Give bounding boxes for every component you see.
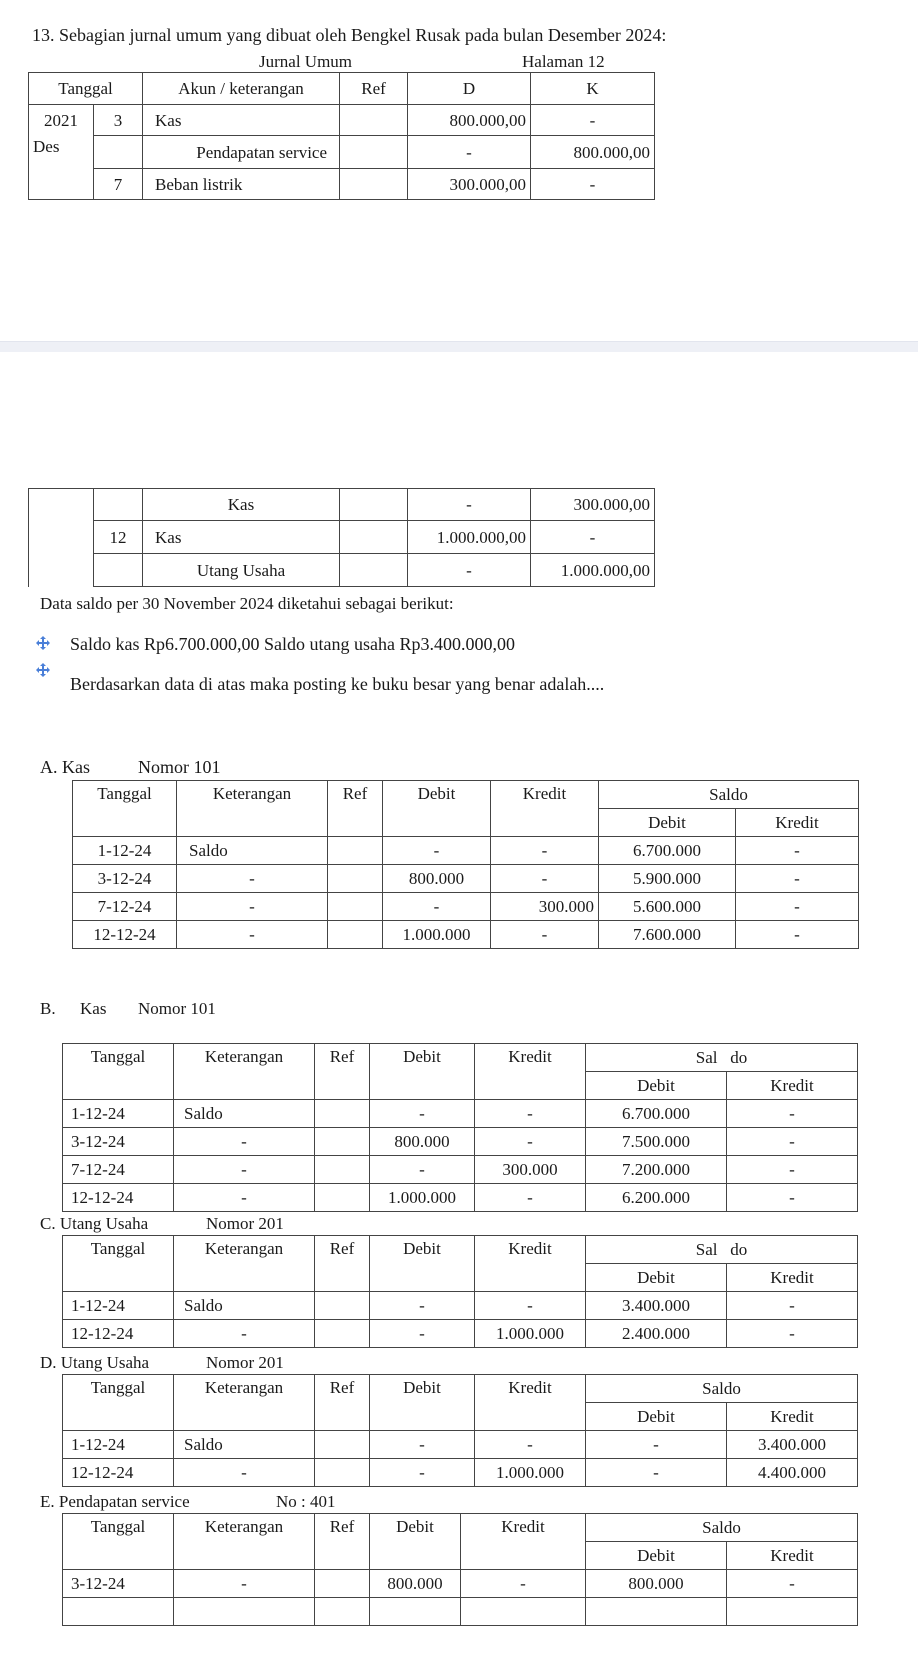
- table-row: [63, 1156, 858, 1184]
- col-ref: Ref: [315, 1044, 370, 1100]
- cell: -: [586, 1431, 727, 1459]
- cell: -: [174, 1459, 315, 1487]
- cell: -: [370, 1100, 475, 1128]
- col-tanggal: Tanggal: [63, 1514, 174, 1570]
- question-text: 13. Sebagian jurnal umum yang dibuat oleh Bengkel Rusak pada bulan Desember 2024:: [32, 25, 667, 45]
- cell: -: [727, 1184, 858, 1212]
- cell: -: [177, 865, 328, 893]
- cell: 12-12-24: [73, 921, 177, 949]
- cell: 1.000.000: [475, 1320, 586, 1348]
- cell: -: [174, 1128, 315, 1156]
- option-b-letter: B.: [40, 999, 56, 1018]
- journal-ref: [340, 554, 408, 587]
- col-debit: Debit: [383, 781, 491, 837]
- cell: 300.000: [475, 1156, 586, 1184]
- col-saldo-debit: Debit: [586, 1264, 727, 1292]
- journal-credit: 300.000,00: [531, 489, 655, 521]
- cell: 1.000.000: [370, 1184, 475, 1212]
- cell: 7-12-24: [73, 893, 177, 921]
- cell: 12-12-24: [63, 1320, 174, 1348]
- option-d-title: D. Utang Usaha: [40, 1353, 150, 1372]
- journal-account: Pendapatan service: [143, 136, 340, 169]
- cell: 1-12-24: [63, 1292, 174, 1320]
- cell: -: [370, 1431, 475, 1459]
- cell: 5.600.000: [599, 893, 736, 921]
- cell: -: [461, 1570, 586, 1598]
- col-kredit: Kredit: [475, 1044, 586, 1100]
- cell: -: [174, 1570, 315, 1598]
- journal-credit: -: [531, 169, 655, 200]
- journal-day: 7: [94, 169, 143, 200]
- option-d-number: Nomor 201: [206, 1353, 284, 1372]
- journal-year: 2021: [29, 105, 94, 136]
- col-keterangan: Keterangan: [174, 1514, 315, 1570]
- journal-day: 3: [94, 105, 143, 136]
- cell: [63, 1598, 174, 1626]
- col-saldo-debit: Debit: [586, 1072, 727, 1100]
- cell: 1.000.000: [383, 921, 491, 949]
- col-tanggal: Tanggal: [73, 781, 177, 837]
- table-row: [63, 1184, 858, 1212]
- cell: -: [727, 1100, 858, 1128]
- cell: -: [383, 837, 491, 865]
- cell: [315, 1320, 370, 1348]
- cell: [328, 865, 383, 893]
- cell: Saldo: [174, 1292, 315, 1320]
- col-debit: Debit: [370, 1236, 475, 1292]
- cell: -: [727, 1570, 858, 1598]
- cell: Saldo: [174, 1431, 315, 1459]
- table-row: [63, 1128, 858, 1156]
- ledger-table-e: [62, 1513, 858, 1626]
- option-b-title: Kas: [80, 999, 107, 1018]
- cell: -: [736, 921, 859, 949]
- cell: -: [370, 1156, 475, 1184]
- cell: [315, 1598, 370, 1626]
- cell: -: [370, 1320, 475, 1348]
- header-ref: Ref: [340, 73, 408, 105]
- cell: -: [174, 1320, 315, 1348]
- cell: [315, 1570, 370, 1598]
- col-saldo-kredit: Kredit: [727, 1072, 858, 1100]
- cell: -: [475, 1100, 586, 1128]
- cell: 800.000: [370, 1128, 475, 1156]
- table-row: [63, 1320, 858, 1348]
- cell: 6.700.000: [586, 1100, 727, 1128]
- col-saldo-debit: Debit: [586, 1542, 727, 1570]
- journal-account: Beban listrik: [143, 169, 340, 200]
- cell: 12-12-24: [63, 1184, 174, 1212]
- col-saldo-kredit: Kredit: [727, 1542, 858, 1570]
- cell: -: [370, 1459, 475, 1487]
- cell: -: [174, 1156, 315, 1184]
- option-c-number: Nomor 201: [206, 1214, 284, 1233]
- option-e-number: No : 401: [276, 1492, 336, 1511]
- col-saldo-kredit: Kredit: [727, 1264, 858, 1292]
- journal-debit: -: [408, 136, 531, 169]
- cell: -: [491, 921, 599, 949]
- cell: 7.200.000: [586, 1156, 727, 1184]
- col-tanggal: Tanggal: [63, 1375, 174, 1431]
- col-debit: Debit: [370, 1514, 461, 1570]
- col-saldo-debit: Debit: [586, 1403, 727, 1431]
- saldo-intro: Data saldo per 30 November 2024 diketahui sebagai berikut:: [40, 594, 454, 613]
- cell: [174, 1598, 315, 1626]
- col-saldo-debit: Debit: [599, 809, 736, 837]
- cell: [315, 1128, 370, 1156]
- journal-credit: -: [531, 105, 655, 136]
- cell: 3-12-24: [63, 1570, 174, 1598]
- journal-ref: [340, 169, 408, 200]
- col-debit: Debit: [370, 1044, 475, 1100]
- option-a-title: A. Kas: [40, 757, 90, 777]
- cell: [586, 1598, 727, 1626]
- journal-day: 12: [94, 521, 143, 554]
- cell: 6.200.000: [586, 1184, 727, 1212]
- option-b-number: Nomor 101: [138, 999, 216, 1018]
- col-kredit: Kredit: [461, 1514, 586, 1570]
- journal-ref: [340, 521, 408, 554]
- journal-debit: -: [408, 554, 531, 587]
- journal-table-2: [28, 488, 655, 587]
- cell: -: [475, 1128, 586, 1156]
- cell: -: [727, 1156, 858, 1184]
- table-row: [63, 1598, 858, 1626]
- header-d: D: [408, 73, 531, 105]
- cell: [315, 1459, 370, 1487]
- col-kredit: Kredit: [475, 1375, 586, 1431]
- journal-account: Utang Usaha: [143, 554, 340, 587]
- cell: -: [370, 1292, 475, 1320]
- journal-account: Kas: [143, 105, 340, 136]
- move-handle-icon: [36, 663, 50, 677]
- col-keterangan: Keterangan: [174, 1375, 315, 1431]
- col-ref: Ref: [315, 1375, 370, 1431]
- cell: 5.900.000: [599, 865, 736, 893]
- journal-day: [94, 554, 143, 587]
- table-row: [73, 865, 859, 893]
- option-a-number: Nomor 101: [138, 757, 221, 777]
- journal-debit: 300.000,00: [408, 169, 531, 200]
- col-saldo: Saldo: [599, 781, 859, 809]
- col-ref: Ref: [315, 1236, 370, 1292]
- cell: 300.000: [491, 893, 599, 921]
- cell: 7.500.000: [586, 1128, 727, 1156]
- cell: [328, 893, 383, 921]
- cell: [370, 1598, 461, 1626]
- cell: 800.000: [586, 1570, 727, 1598]
- move-handle-icon: [36, 636, 50, 650]
- ledger-table-c: [62, 1235, 858, 1348]
- cell: [315, 1292, 370, 1320]
- table-row: [63, 1292, 858, 1320]
- ledger-table-d: [62, 1374, 858, 1487]
- journal-ref: [340, 136, 408, 169]
- journal-table-1: [28, 72, 655, 200]
- cell: -: [736, 865, 859, 893]
- col-saldo: Sal do: [586, 1044, 858, 1072]
- table-row: [73, 893, 859, 921]
- table-row: [63, 1431, 858, 1459]
- col-saldo-kredit: Kredit: [736, 809, 859, 837]
- col-saldo: Sal do: [586, 1236, 858, 1264]
- cell: 1.000.000: [475, 1459, 586, 1487]
- cell: [727, 1598, 858, 1626]
- journal-account: Kas: [143, 489, 340, 521]
- cell: -: [174, 1184, 315, 1212]
- ledger-table-b: [62, 1043, 858, 1212]
- cell: [328, 921, 383, 949]
- col-kredit: Kredit: [491, 781, 599, 837]
- journal-ref: [340, 105, 408, 136]
- cell: [315, 1431, 370, 1459]
- col-debit: Debit: [370, 1375, 475, 1431]
- journal-day: [94, 136, 143, 169]
- cell: 6.700.000: [599, 837, 736, 865]
- cell: 4.400.000: [727, 1459, 858, 1487]
- option-c-title: C. Utang Usaha: [40, 1214, 149, 1233]
- col-keterangan: Keterangan: [177, 781, 328, 837]
- journal-day: [94, 489, 143, 521]
- col-saldo: Saldo: [586, 1375, 858, 1403]
- journal-month: Des: [29, 136, 94, 169]
- cell: -: [475, 1431, 586, 1459]
- journal-ref: [340, 489, 408, 521]
- cell: 7.600.000: [599, 921, 736, 949]
- question-prompt: Berdasarkan data di atas maka posting ke buku besar yang benar adalah....: [70, 674, 605, 694]
- cell: 12-12-24: [63, 1459, 174, 1487]
- cell: -: [491, 837, 599, 865]
- cell: [315, 1184, 370, 1212]
- cell: -: [727, 1128, 858, 1156]
- cell: [461, 1598, 586, 1626]
- cell: -: [736, 893, 859, 921]
- cell: 1-12-24: [63, 1431, 174, 1459]
- header-tanggal: Tanggal: [29, 73, 143, 105]
- cell: 7-12-24: [63, 1156, 174, 1184]
- cell: 3-12-24: [73, 865, 177, 893]
- table-row: [63, 1100, 858, 1128]
- journal-page: Halaman 12: [522, 52, 605, 71]
- cell: Saldo: [177, 837, 328, 865]
- col-keterangan: Keterangan: [174, 1044, 315, 1100]
- cell: -: [383, 893, 491, 921]
- cell: -: [177, 921, 328, 949]
- col-kredit: Kredit: [475, 1236, 586, 1292]
- cell: [315, 1100, 370, 1128]
- cell: [328, 837, 383, 865]
- cell: -: [475, 1292, 586, 1320]
- cell: 800.000: [370, 1570, 461, 1598]
- page-separator: [0, 341, 918, 352]
- col-keterangan: Keterangan: [174, 1236, 315, 1292]
- cell: 1-12-24: [63, 1100, 174, 1128]
- journal-credit: -: [531, 521, 655, 554]
- table-row: [73, 921, 859, 949]
- cell: 3.400.000: [727, 1431, 858, 1459]
- cell: 800.000: [383, 865, 491, 893]
- cell: -: [475, 1184, 586, 1212]
- cell: 3-12-24: [63, 1128, 174, 1156]
- bullet-saldo: Saldo kas Rp6.700.000,00 Saldo utang usaha Rp3.400.000,00: [70, 634, 515, 654]
- cell: -: [727, 1320, 858, 1348]
- col-saldo-kredit: Kredit: [727, 1403, 858, 1431]
- col-saldo: Saldo: [586, 1514, 858, 1542]
- table-row: [63, 1570, 858, 1598]
- cell: 2.400.000: [586, 1320, 727, 1348]
- col-tanggal: Tanggal: [63, 1236, 174, 1292]
- col-ref: Ref: [315, 1514, 370, 1570]
- cell: -: [736, 837, 859, 865]
- col-ref: Ref: [328, 781, 383, 837]
- cell: -: [491, 865, 599, 893]
- header-akun: Akun / keterangan: [143, 73, 340, 105]
- col-tanggal: Tanggal: [63, 1044, 174, 1100]
- journal-account: Kas: [143, 521, 340, 554]
- journal-credit: 1.000.000,00: [531, 554, 655, 587]
- journal-debit: -: [408, 489, 531, 521]
- journal-title: Jurnal Umum: [259, 52, 353, 71]
- cell: [315, 1156, 370, 1184]
- cell: -: [177, 893, 328, 921]
- journal-debit: 800.000,00: [408, 105, 531, 136]
- cell: Saldo: [174, 1100, 315, 1128]
- cell: 1-12-24: [73, 837, 177, 865]
- header-k: K: [531, 73, 655, 105]
- table-row: [63, 1459, 858, 1487]
- journal-debit: 1.000.000,00: [408, 521, 531, 554]
- option-e-title: E. Pendapatan service: [40, 1492, 190, 1511]
- cell: 3.400.000: [586, 1292, 727, 1320]
- ledger-table-a: [72, 780, 859, 949]
- cell: -: [586, 1459, 727, 1487]
- table-row: [73, 837, 859, 865]
- cell: -: [727, 1292, 858, 1320]
- journal-credit: 800.000,00: [531, 136, 655, 169]
